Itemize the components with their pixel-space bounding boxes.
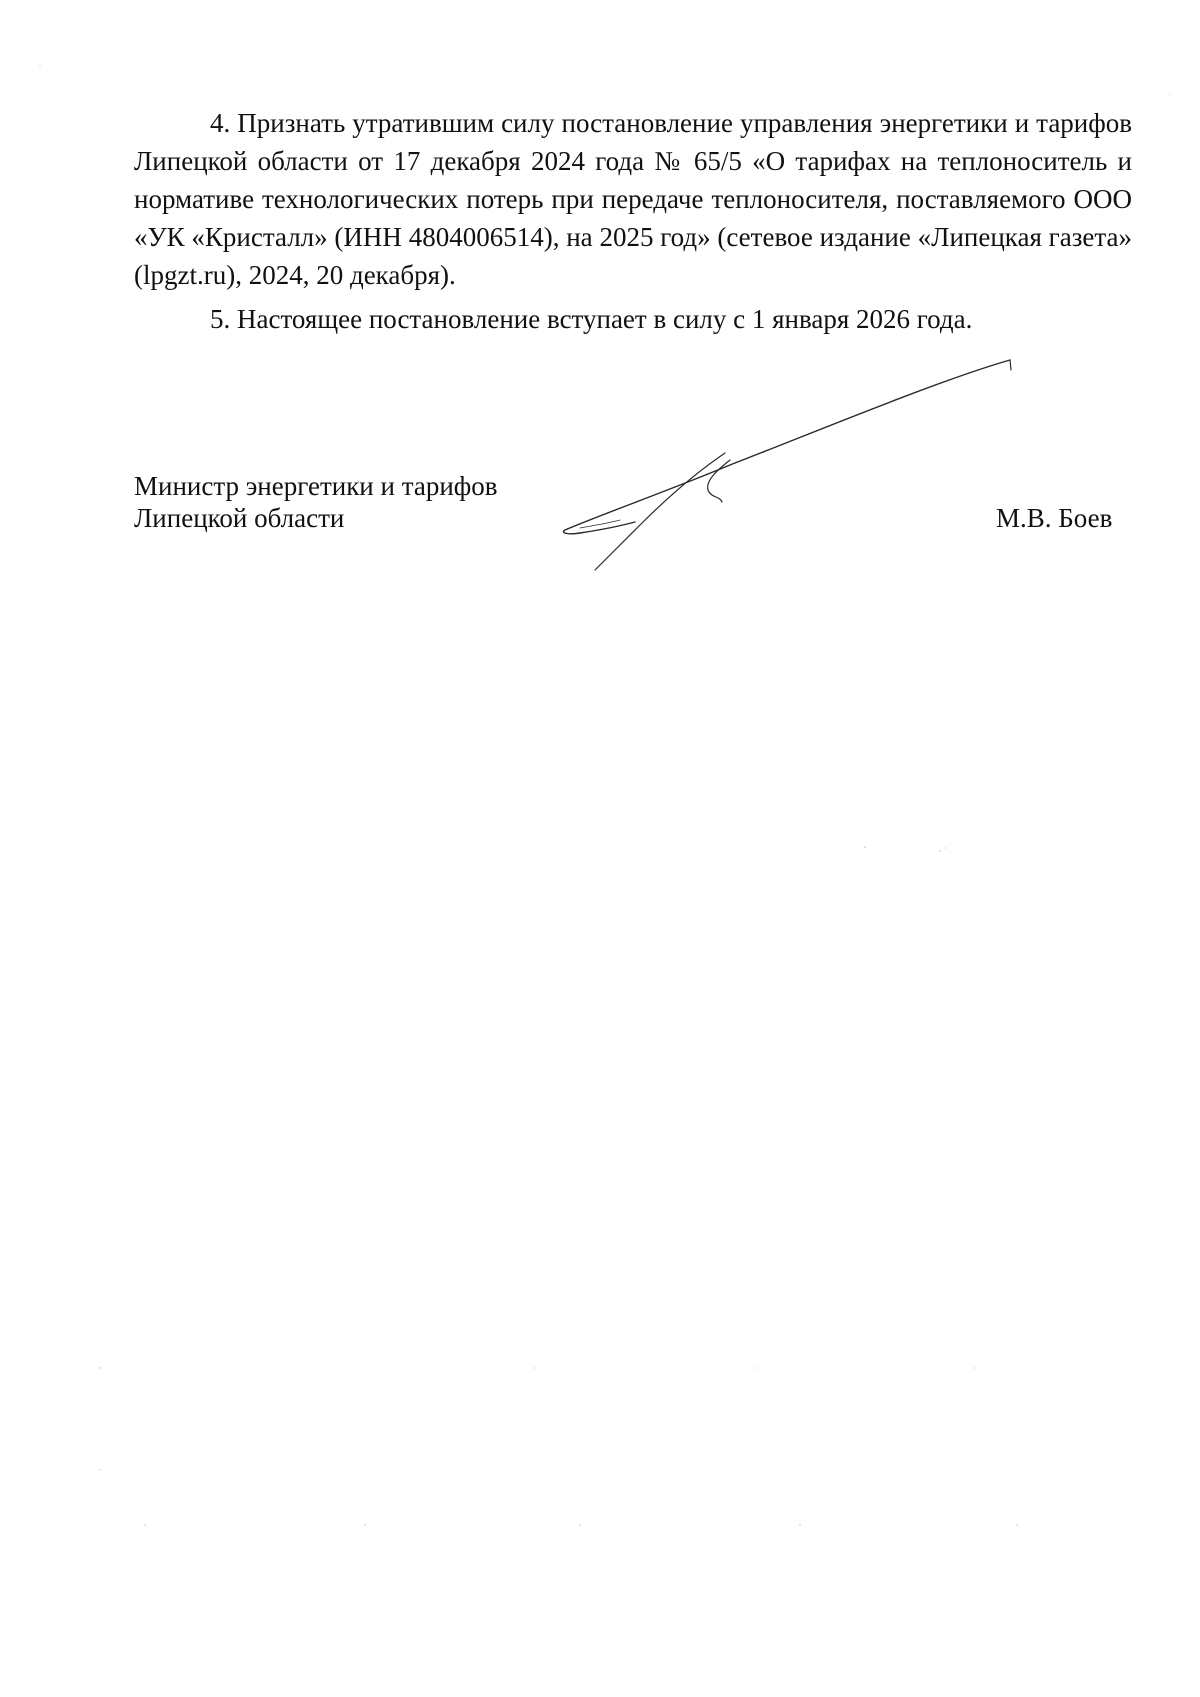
signatory-position-line2: Липецкой области bbox=[134, 503, 345, 533]
document-body bbox=[134, 104, 1132, 338]
signature-icon bbox=[560, 350, 1020, 590]
signatory-position bbox=[134, 470, 498, 534]
paragraph-item-4: 4. Признать утратившим силу постановление управления энергетики и тарифов Липецкой области от 17 декабря 2024 года № 65/5 «О тарифах на теплоноситель и нормативе технологических потерь при передаче теплоносителя, поставляемого ООО «УК «Кристалл» (ИНН 4804006514), на 2025 год» (сетевое издание «Липецкая газета» (lpgzt.ru), 2024, 20 декабря). bbox=[134, 108, 1132, 290]
signatory-name: М.В. Боев bbox=[996, 503, 1113, 533]
paragraph-item-5: 5. Настоящее постановление вступает в силу с 1 января 2026 года. bbox=[210, 304, 973, 334]
signatory-position-line1: Министр энергетики и тарифов bbox=[134, 471, 498, 501]
